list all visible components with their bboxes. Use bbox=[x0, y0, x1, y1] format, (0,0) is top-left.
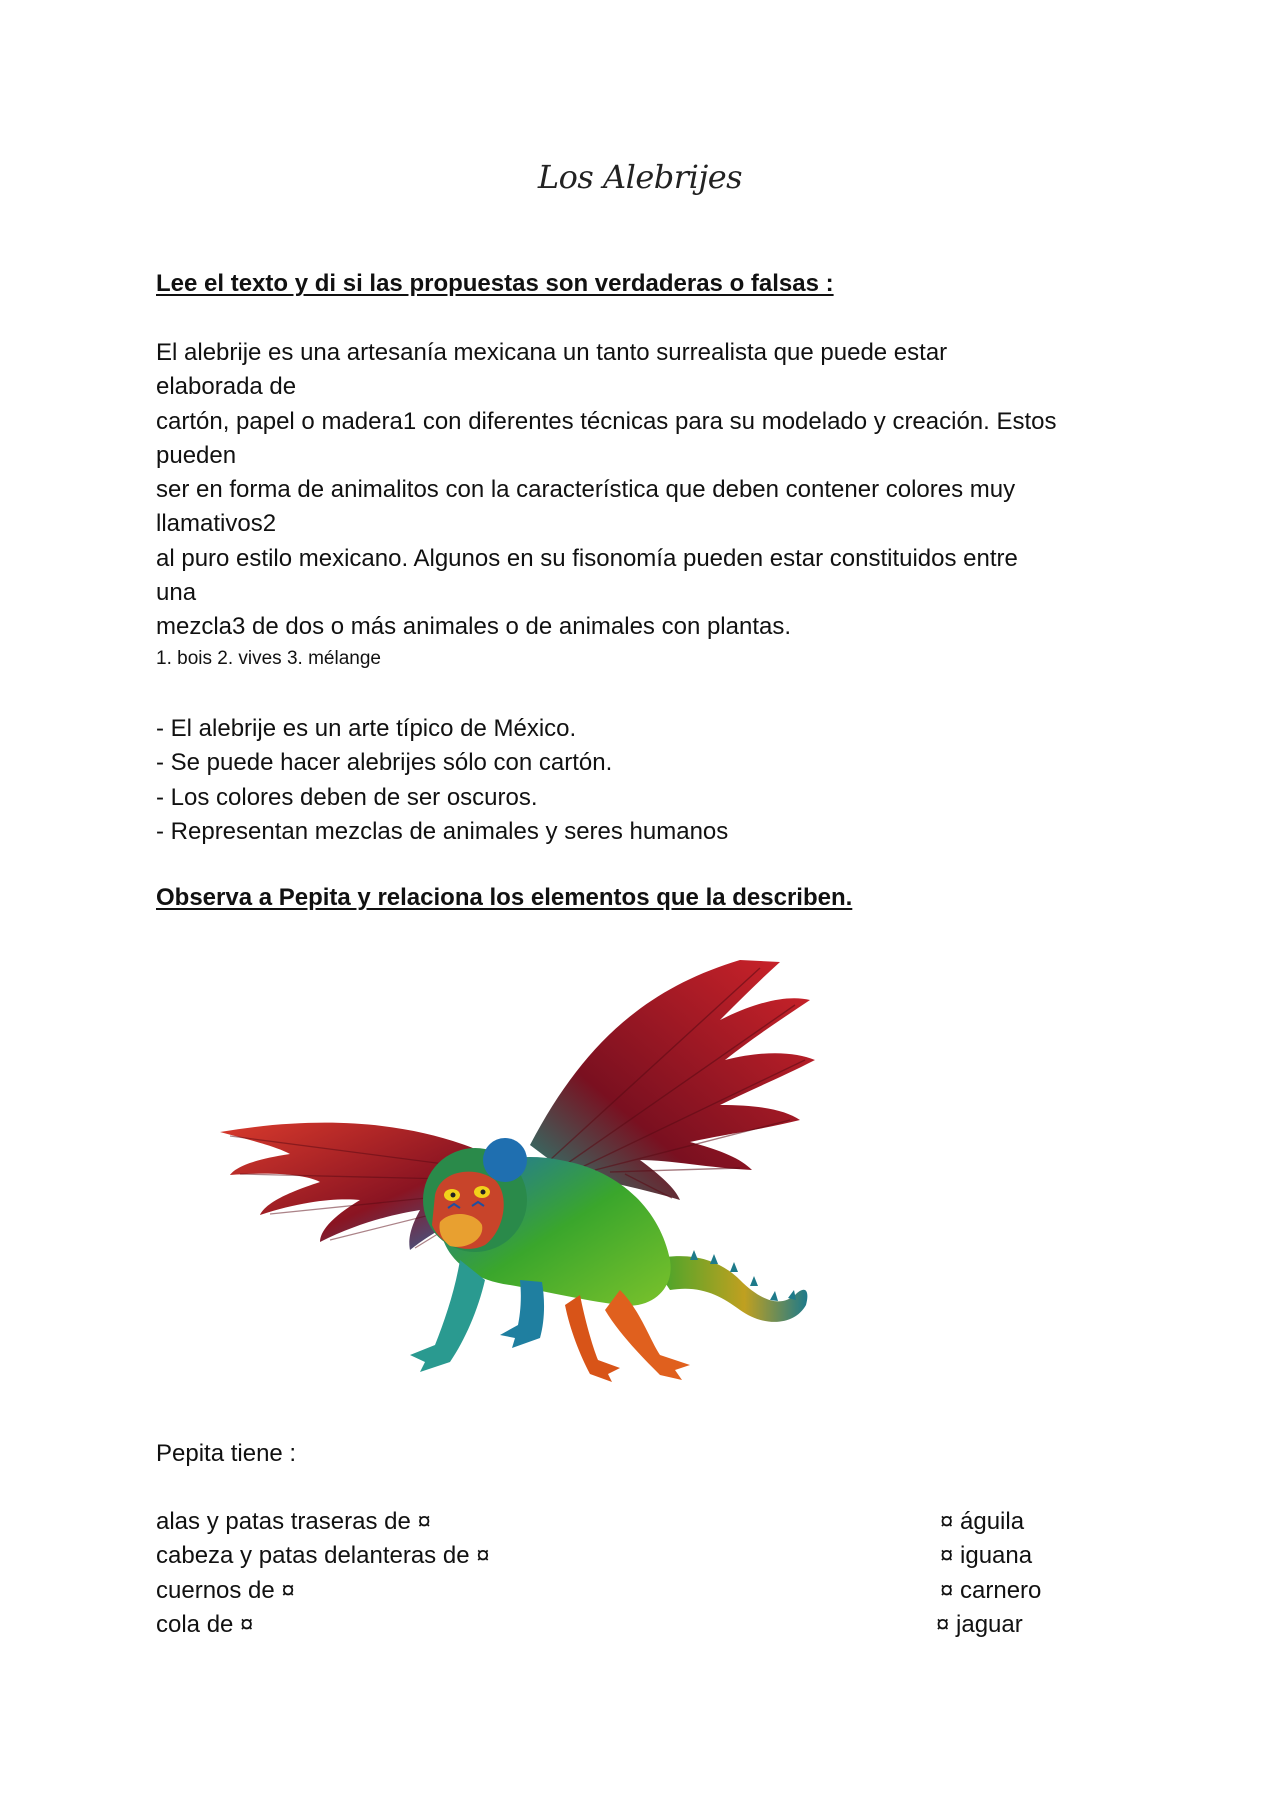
paragraph-line: al puro estilo mexicano. Algunos en su fisonomía pueden estar constituidos entre bbox=[156, 544, 1018, 572]
true-false-statements bbox=[156, 712, 728, 849]
horn bbox=[483, 1138, 527, 1182]
section1-heading: Lee el texto y di si las propuestas son verdaderas o falsas : bbox=[156, 270, 834, 297]
paragraph-line: El alebrije es una artesanía mexicana un tanto surrealista que puede estar bbox=[156, 339, 948, 366]
intro-paragraph bbox=[156, 336, 1136, 645]
paragraph-line: llamativos2 bbox=[156, 510, 277, 538]
section2-heading: Observa a Pepita y relaciona los elementos que la describen. bbox=[156, 884, 853, 911]
match-left-item: cuernos de ¤ bbox=[156, 1576, 295, 1604]
hind-leg bbox=[605, 1290, 690, 1380]
match-right-item: ¤ iguana bbox=[940, 1542, 1033, 1570]
paragraph-line: una bbox=[156, 579, 197, 607]
paragraph-line: elaborada de bbox=[156, 373, 297, 401]
pepita-image bbox=[220, 960, 920, 1390]
match-left-item: cola de ¤ bbox=[156, 1610, 254, 1638]
match-right-column bbox=[936, 1505, 1042, 1642]
footnote: 1. bois 2. vives 3. mélange bbox=[156, 648, 381, 669]
front-leg bbox=[410, 1260, 485, 1372]
paragraph-line: mezcla3 de dos o más animales o de animales con plantas. bbox=[156, 613, 792, 641]
match-right-item: ¤ carnero bbox=[940, 1576, 1042, 1604]
paragraph-line: cartón, papel o madera1 con diferentes técnicas para su modelado y creación. Estos bbox=[156, 407, 1057, 435]
match-left-column bbox=[156, 1505, 490, 1642]
match-left-item: cabeza y patas delanteras de ¤ bbox=[156, 1542, 490, 1570]
statement-item: - Los colores deben de ser oscuros. bbox=[156, 783, 538, 811]
pepita-alebrije-illustration bbox=[220, 960, 920, 1390]
paragraph-line: ser en forma de animalitos con la característica que deben contener colores muy bbox=[156, 476, 1016, 504]
pepita-lead: Pepita tiene : bbox=[156, 1440, 297, 1467]
page-title: Los Alebrijes bbox=[537, 158, 743, 196]
front-leg-back bbox=[500, 1280, 544, 1348]
match-left-item: alas y patas traseras de ¤ bbox=[156, 1508, 431, 1535]
statement-item: - Se puede hacer alebrijes sólo con cartón. bbox=[156, 749, 613, 777]
paragraph-line: pueden bbox=[156, 441, 237, 469]
tail bbox=[650, 1256, 807, 1322]
statement-item: - Representan mezclas de animales y seres humanos bbox=[156, 817, 729, 845]
match-right-item: ¤ águila bbox=[940, 1508, 1025, 1535]
statement-item: - El alebrije es un arte típico de México. bbox=[156, 715, 577, 742]
match-right-item: ¤ jaguar bbox=[936, 1610, 1023, 1638]
